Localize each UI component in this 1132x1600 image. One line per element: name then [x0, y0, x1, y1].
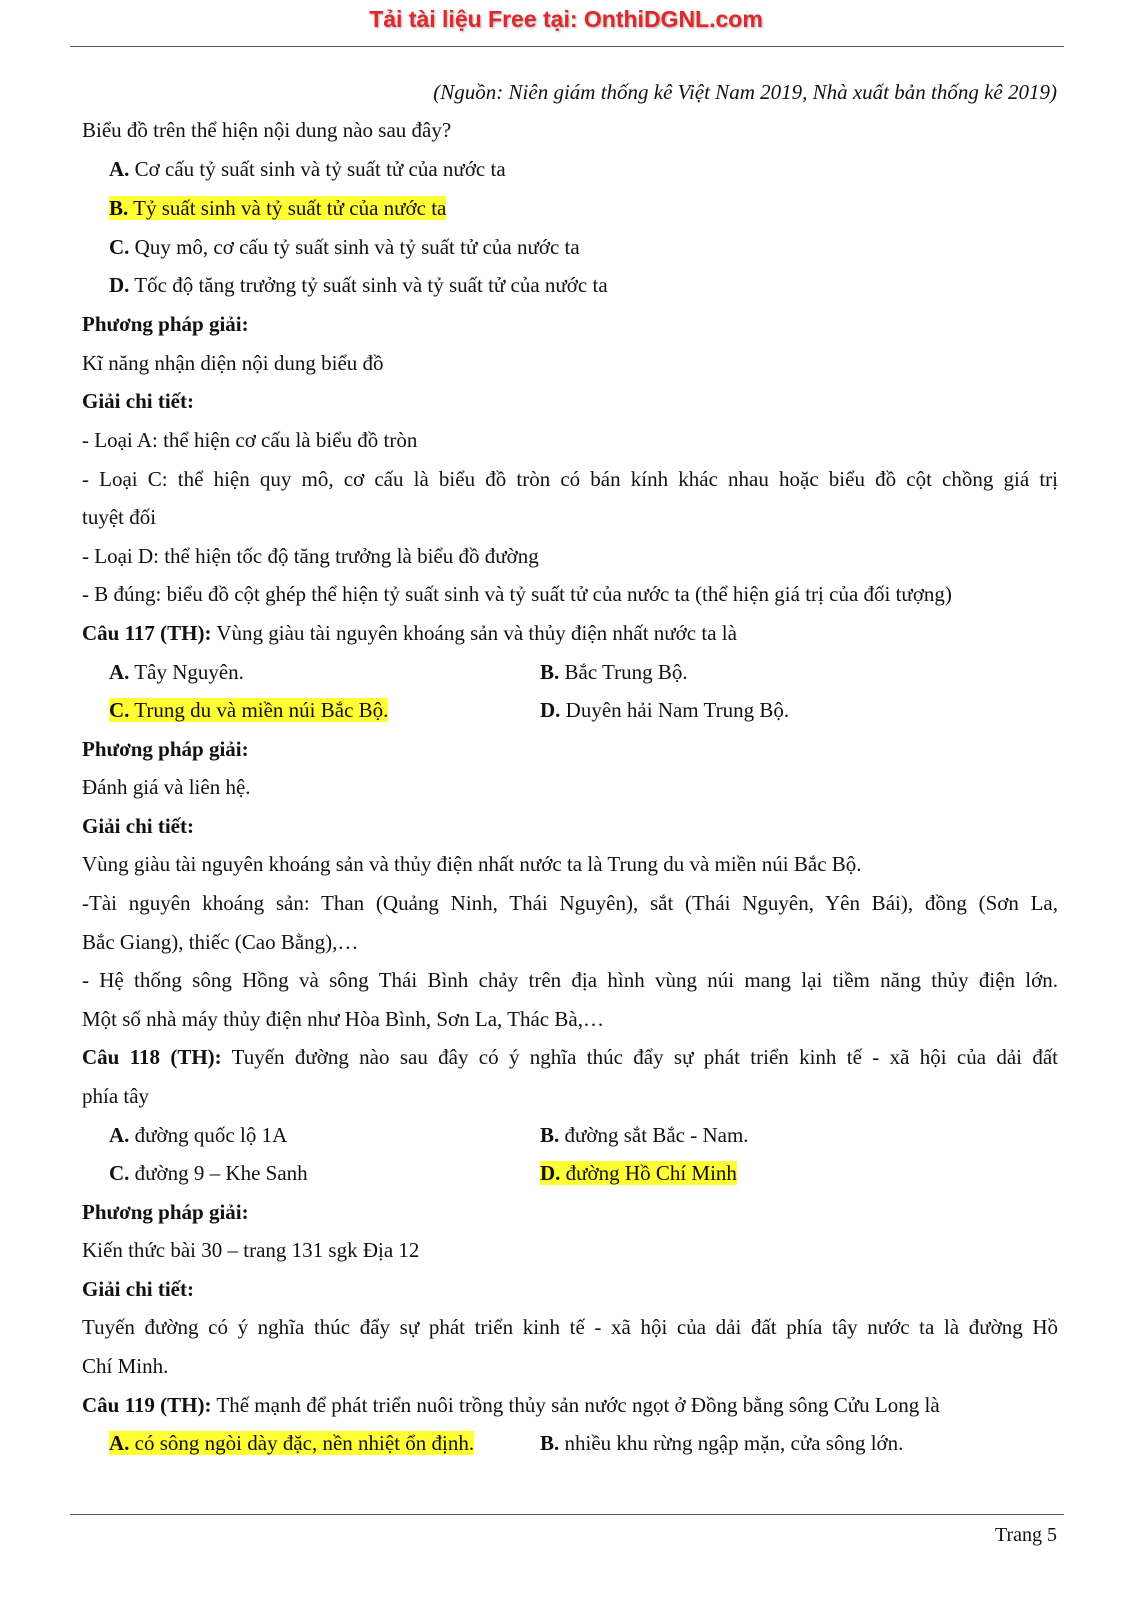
option-c-correct: C. Trung du và miền núi Bắc Bộ. [109, 698, 389, 722]
detail-line: - Loại D: thể hiện tốc độ tăng trưởng là biểu đồ đường [82, 544, 539, 568]
option-c: C. đường 9 – Khe Sanh [109, 1161, 308, 1185]
method-heading: Phương pháp giải: [82, 312, 249, 336]
detail-line: - Hệ thống sông Hồng và sông Thái Bình chảy trên địa hình vùng núi mang lại tiềm năng thủy điện lớn. [82, 968, 1058, 992]
option-a: A. Cơ cấu tỷ suất sinh và tỷ suất tử của nước ta [109, 157, 506, 181]
method-text: Kiến thức bài 30 – trang 131 sgk Địa 12 [82, 1238, 420, 1262]
option-b: B. đường sắt Bắc - Nam. [540, 1123, 749, 1147]
method-text: Kĩ năng nhận diện nội dung biểu đồ [82, 351, 384, 375]
option-a: A. Tây Nguyên. [109, 660, 244, 684]
detail-line: Chí Minh. [82, 1354, 169, 1378]
method-heading: Phương pháp giải: [82, 737, 249, 761]
question-117: Câu 117 (TH): Vùng giàu tài nguyên khoáng sản và thủy điện nhất nước ta là [82, 621, 737, 645]
detail-heading: Giải chi tiết: [82, 1277, 194, 1301]
header-divider [70, 46, 1064, 47]
detail-line: Bắc Giang), thiếc (Cao Bằng),… [82, 930, 359, 954]
method-heading: Phương pháp giải: [82, 1200, 249, 1224]
detail-heading: Giải chi tiết: [82, 389, 194, 413]
source-note: (Nguồn: Niên giám thống kê Việt Nam 2019, Nhà xuất bản thống kê 2019) [433, 80, 1057, 104]
question-119: Câu 119 (TH): Thế mạnh để phát triển nuôi trồng thủy sản nước ngọt ở Đồng bằng sông Cửu Long là [82, 1393, 940, 1417]
page-number: Trang 5 [994, 1524, 1057, 1546]
detail-line: - Loại A: thể hiện cơ cấu là biểu đồ tròn [82, 428, 418, 452]
question-118-cont: phía tây [82, 1084, 150, 1108]
detail-line: - Loại C: thể hiện quy mô, cơ cấu là biểu đồ tròn có bán kính khác nhau hoặc biểu đồ cột chồng giá trị [82, 467, 1058, 491]
question-text: Biểu đồ trên thể hiện nội dung nào sau đây? [82, 118, 452, 142]
option-a: A. đường quốc lộ 1A [109, 1123, 288, 1147]
option-d: D. Tốc độ tăng trưởng tỷ suất sinh và tỷ suất tử của nước ta [109, 273, 608, 297]
site-banner[interactable]: Tải tài liệu Free tại: OnthiDGNL.com [369, 6, 763, 32]
option-a-correct: A. có sông ngòi dày đặc, nền nhiệt ổn định. [109, 1431, 475, 1455]
option-c: C. Quy mô, cơ cấu tỷ suất sinh và tỷ suất tử của nước ta [109, 235, 580, 259]
option-b-correct: B. Tỷ suất sinh và tỷ suất tử của nước ta [109, 196, 447, 220]
option-d: D. Duyên hải Nam Trung Bộ. [540, 698, 790, 722]
detail-line: Tuyến đường có ý nghĩa thúc đẩy sự phát triển kinh tế - xã hội của dải đất phía tây nước ta là đường Hồ [82, 1315, 1058, 1339]
option-d-correct: D. đường Hồ Chí Minh [540, 1161, 737, 1185]
option-b: B. nhiều khu rừng ngập mặn, cửa sông lớn. [540, 1431, 904, 1455]
detail-heading: Giải chi tiết: [82, 814, 194, 838]
detail-line: Vùng giàu tài nguyên khoáng sản và thủy điện nhất nước ta là Trung du và miền núi Bắc Bộ. [82, 852, 862, 876]
detail-line: -Tài nguyên khoáng sản: Than (Quảng Ninh, Thái Nguyên), sắt (Thái Nguyên, Yên Bái), đồng (Sơn La, [82, 891, 1058, 915]
question-118: Câu 118 (TH): Tuyến đường nào sau đây có ý nghĩa thúc đẩy sự phát triển kinh tế - xã hội của dải đất [82, 1045, 1058, 1069]
detail-line: - B đúng: biểu đồ cột ghép thể hiện tỷ suất sinh và tỷ suất tử của nước ta (thể hiện giá trị của đối tượng) [82, 582, 952, 606]
method-text: Đánh giá và liên hệ. [82, 775, 251, 799]
detail-line: tuyệt đối [82, 505, 157, 529]
footer-divider [70, 1514, 1064, 1515]
option-b: B. Bắc Trung Bộ. [540, 660, 688, 684]
detail-line: Một số nhà máy thủy điện như Hòa Bình, Sơn La, Thác Bà,… [82, 1007, 604, 1031]
